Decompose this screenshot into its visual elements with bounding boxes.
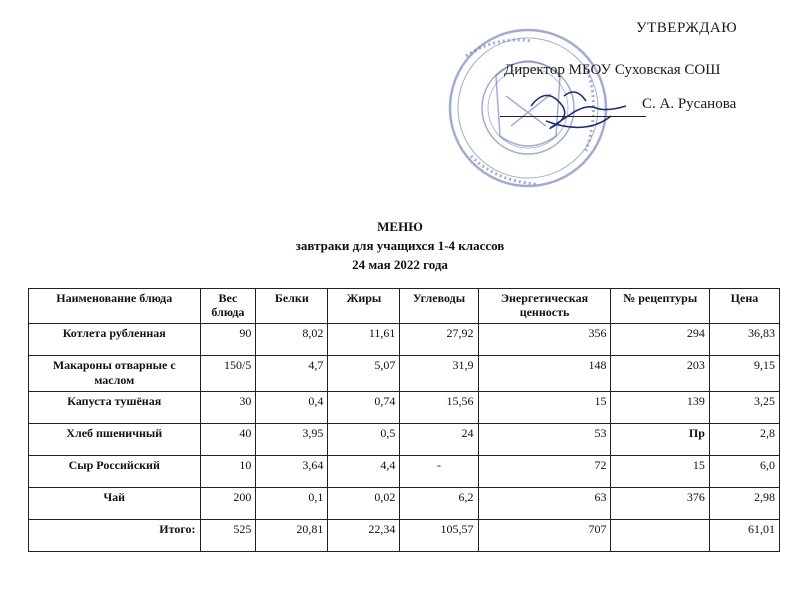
header-dish-name: Наименование блюда <box>29 289 201 324</box>
header-weight: Вес блюда <box>200 289 256 324</box>
table-header-row <box>29 289 780 324</box>
dish-name: Хлеб пшеничный <box>29 424 201 456</box>
dish-energy: 356 <box>478 324 611 356</box>
dish-energy: 72 <box>478 456 611 488</box>
dish-weight: 200 <box>200 488 256 520</box>
dish-recipe: 15 <box>611 456 709 488</box>
dish-recipe: 294 <box>611 324 709 356</box>
dish-weight: 150/5 <box>200 356 256 392</box>
table-row <box>29 392 780 424</box>
dish-recipe: 203 <box>611 356 709 392</box>
dish-fats: 0,02 <box>328 488 400 520</box>
dish-proteins: 0,1 <box>256 488 328 520</box>
dish-carbs: 15,56 <box>400 392 478 424</box>
header-energy: Энергетическая ценность <box>478 289 611 324</box>
dish-recipe: Пр <box>611 424 709 456</box>
dish-fats: 0,74 <box>328 392 400 424</box>
total-weight: 525 <box>200 520 256 552</box>
table-row <box>29 356 780 392</box>
header-price: Цена <box>709 289 779 324</box>
total-price: 61,01 <box>709 520 779 552</box>
header-recipe-number: № рецептуры <box>611 289 709 324</box>
dish-energy: 63 <box>478 488 611 520</box>
dish-weight: 90 <box>200 324 256 356</box>
dish-price: 9,15 <box>709 356 779 392</box>
menu-date: 24 мая 2022 года <box>352 257 448 272</box>
dish-proteins: 0,4 <box>256 392 328 424</box>
menu-heading <box>0 217 800 274</box>
dish-carbs: 31,9 <box>400 356 478 392</box>
dish-carbs: - <box>400 456 478 488</box>
dish-price: 3,25 <box>709 392 779 424</box>
header-carbs: Углеводы <box>400 289 478 324</box>
total-energy: 707 <box>478 520 611 552</box>
dish-fats: 4,4 <box>328 456 400 488</box>
dish-name: Чай <box>29 488 201 520</box>
total-carbs: 105,57 <box>400 520 478 552</box>
dish-weight: 40 <box>200 424 256 456</box>
menu-title: МЕНЮ <box>377 219 423 234</box>
dish-name: Котлета рубленная <box>29 324 201 356</box>
dish-price: 6,0 <box>709 456 779 488</box>
dish-proteins: 3,64 <box>256 456 328 488</box>
header-fats: Жиры <box>328 289 400 324</box>
dish-recipe: 376 <box>611 488 709 520</box>
table-row <box>29 456 780 488</box>
table-row <box>29 324 780 356</box>
signature-line <box>500 116 646 117</box>
dish-energy: 148 <box>478 356 611 392</box>
menu-table <box>28 288 780 552</box>
approval-block <box>436 16 766 196</box>
dish-price: 2,8 <box>709 424 779 456</box>
director-name: С. А. Русанова <box>642 96 737 112</box>
dish-energy: 15 <box>478 392 611 424</box>
dish-fats: 11,61 <box>328 324 400 356</box>
dish-proteins: 4,7 <box>256 356 328 392</box>
total-recipe <box>611 520 709 552</box>
dish-weight: 30 <box>200 392 256 424</box>
total-proteins: 20,81 <box>256 520 328 552</box>
dish-proteins: 3,95 <box>256 424 328 456</box>
dish-proteins: 8,02 <box>256 324 328 356</box>
approve-label: УТВЕРЖДАЮ <box>636 20 738 36</box>
dish-price: 36,83 <box>709 324 779 356</box>
director-position: Директор МБОУ Суховская СОШ <box>504 62 721 78</box>
dish-fats: 5,07 <box>328 356 400 392</box>
dish-name: Сыр Российский <box>29 456 201 488</box>
total-label: Итого: <box>29 520 201 552</box>
total-fats: 22,34 <box>328 520 400 552</box>
dish-carbs: 6,2 <box>400 488 478 520</box>
dish-price: 2,98 <box>709 488 779 520</box>
table-total-row <box>29 520 780 552</box>
table-row <box>29 488 780 520</box>
header-proteins: Белки <box>256 289 328 324</box>
dish-fats: 0,5 <box>328 424 400 456</box>
dish-carbs: 27,92 <box>400 324 478 356</box>
dish-recipe: 139 <box>611 392 709 424</box>
dish-weight: 10 <box>200 456 256 488</box>
dish-carbs: 24 <box>400 424 478 456</box>
table-row <box>29 424 780 456</box>
menu-subtitle: завтраки для учащихся 1-4 классов <box>295 238 505 253</box>
dish-name: Капуста тушёная <box>29 392 201 424</box>
dish-energy: 53 <box>478 424 611 456</box>
dish-name: Макароны отварные с маслом <box>29 356 201 392</box>
